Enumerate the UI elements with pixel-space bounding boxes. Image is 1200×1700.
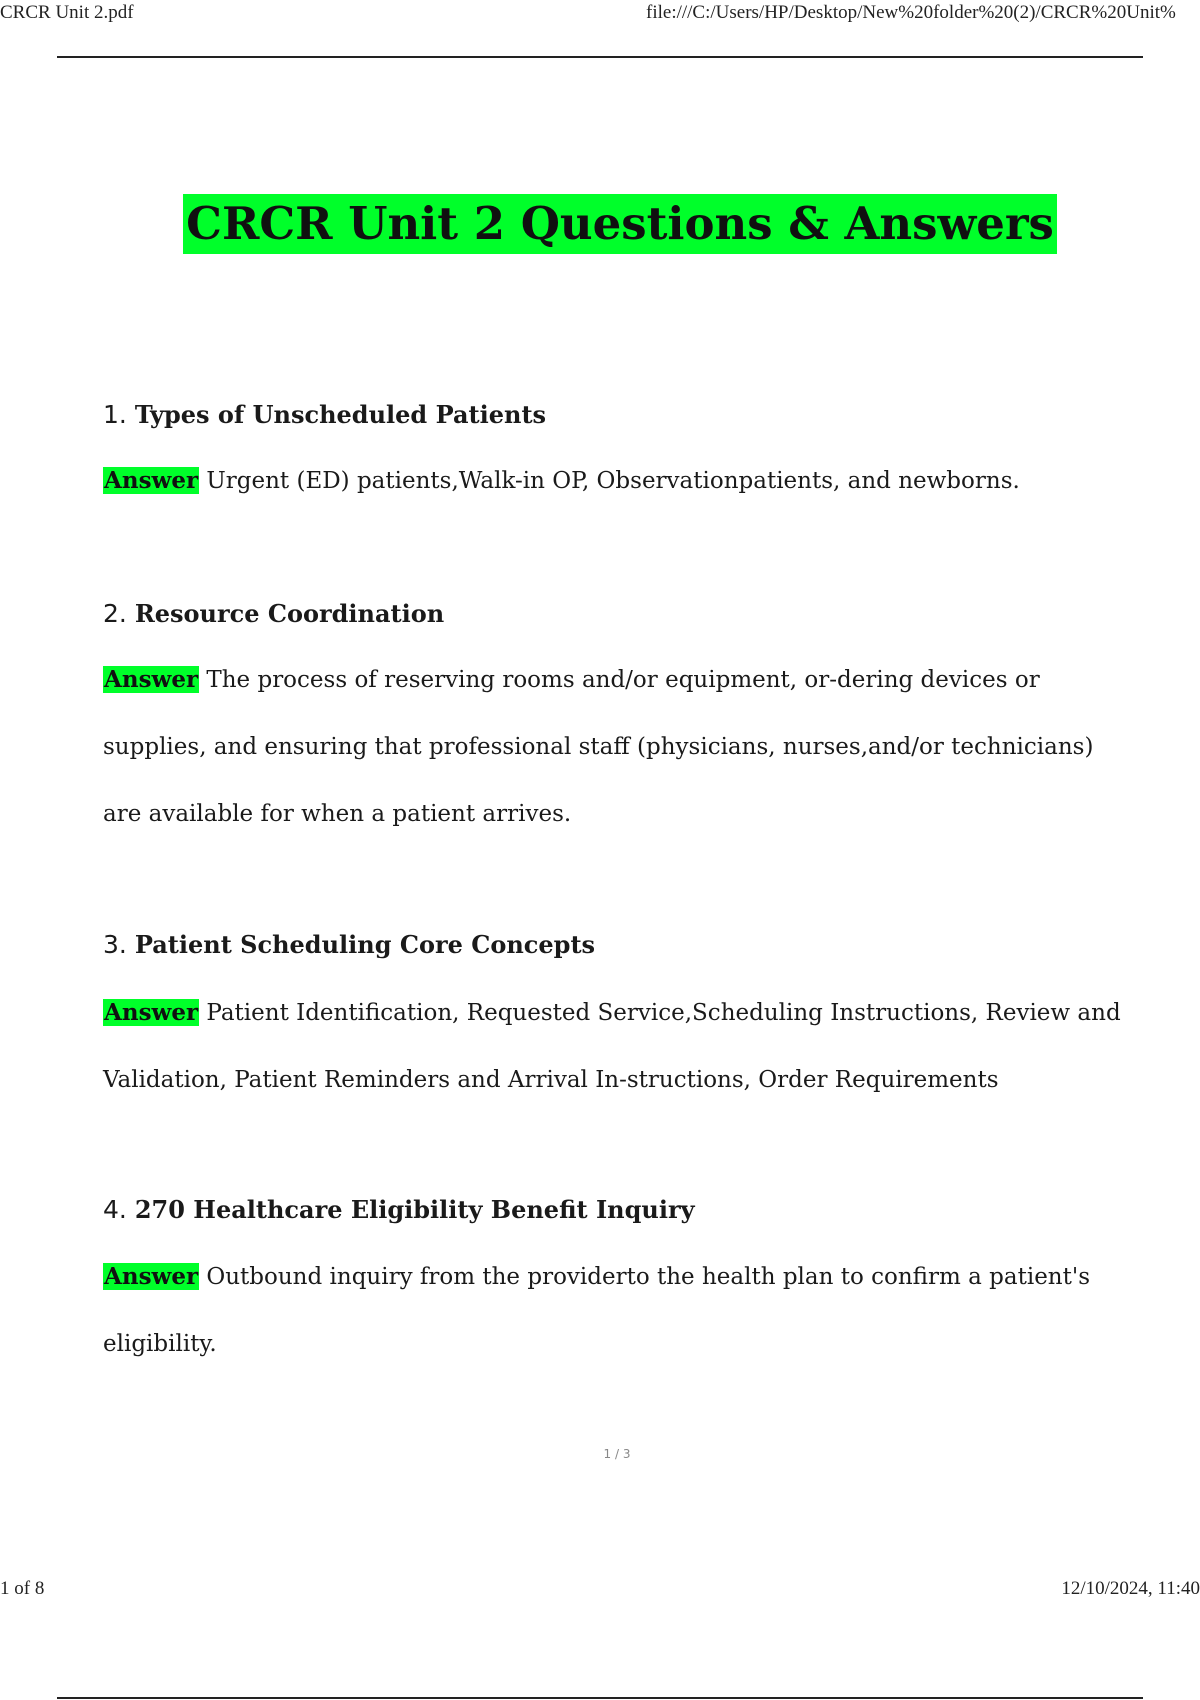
question-text: Types of Unscheduled Patients — [134, 400, 547, 429]
question-text: Resource Coordination — [134, 599, 445, 628]
question-number: 2. — [103, 599, 127, 628]
footer-divider — [57, 1697, 1143, 1699]
answer-1 — [103, 447, 1123, 515]
question-4 — [103, 1195, 695, 1225]
question-number: 4. — [103, 1195, 127, 1224]
header-divider — [57, 56, 1143, 58]
answer-label: Answer — [104, 999, 199, 1026]
print-footer-page: 1 of 8 — [0, 1578, 45, 1599]
answer-label: Answer — [104, 467, 199, 494]
answer-3 — [103, 979, 1123, 1114]
page-title-text: CRCR Unit 2 Questions & Answers — [183, 194, 1057, 254]
answer-4 — [103, 1243, 1123, 1378]
answer-text: Urgent (ED) patients,Walk-in OP, Observationpatients, and newborns. — [206, 468, 1020, 494]
answer-text: The process of reserving rooms and/or equipment, or-dering devices or supplies, and ensuring that professional staff (physicians, nurses,and/or technicians) are available for when a patient arrives. — [103, 667, 1094, 827]
print-header-title: CRCR Unit 2.pdf — [0, 2, 134, 23]
question-text: 270 Healthcare Eligibility Benefit Inquiry — [134, 1195, 695, 1224]
answer-label: Answer — [104, 666, 199, 693]
question-2 — [103, 599, 444, 629]
question-3 — [103, 930, 595, 960]
question-1 — [103, 400, 546, 430]
question-number: 3. — [103, 930, 127, 959]
page-title — [0, 194, 1200, 254]
question-number: 1. — [103, 400, 127, 429]
print-footer-datetime: 12/10/2024, 11:40 — [1061, 1578, 1200, 1599]
print-header-url: file:///C:/Users/HP/Desktop/New%20folder%20(2)/CRCR%20Unit% — [646, 2, 1176, 23]
answer-text: Outbound inquiry from the providerto the health plan to confirm a patient's eligibility. — [103, 1264, 1090, 1357]
answer-2 — [103, 646, 1123, 848]
answer-label: Answer — [104, 1263, 199, 1290]
question-text: Patient Scheduling Core Concepts — [134, 930, 596, 959]
answer-text: Patient Identification, Requested Service,Scheduling Instructions, Review and Validation, Patient Reminders and Arrival In-structions, Order Requirements — [103, 1000, 1121, 1093]
page-indicator: 1 / 3 — [603, 1447, 631, 1461]
